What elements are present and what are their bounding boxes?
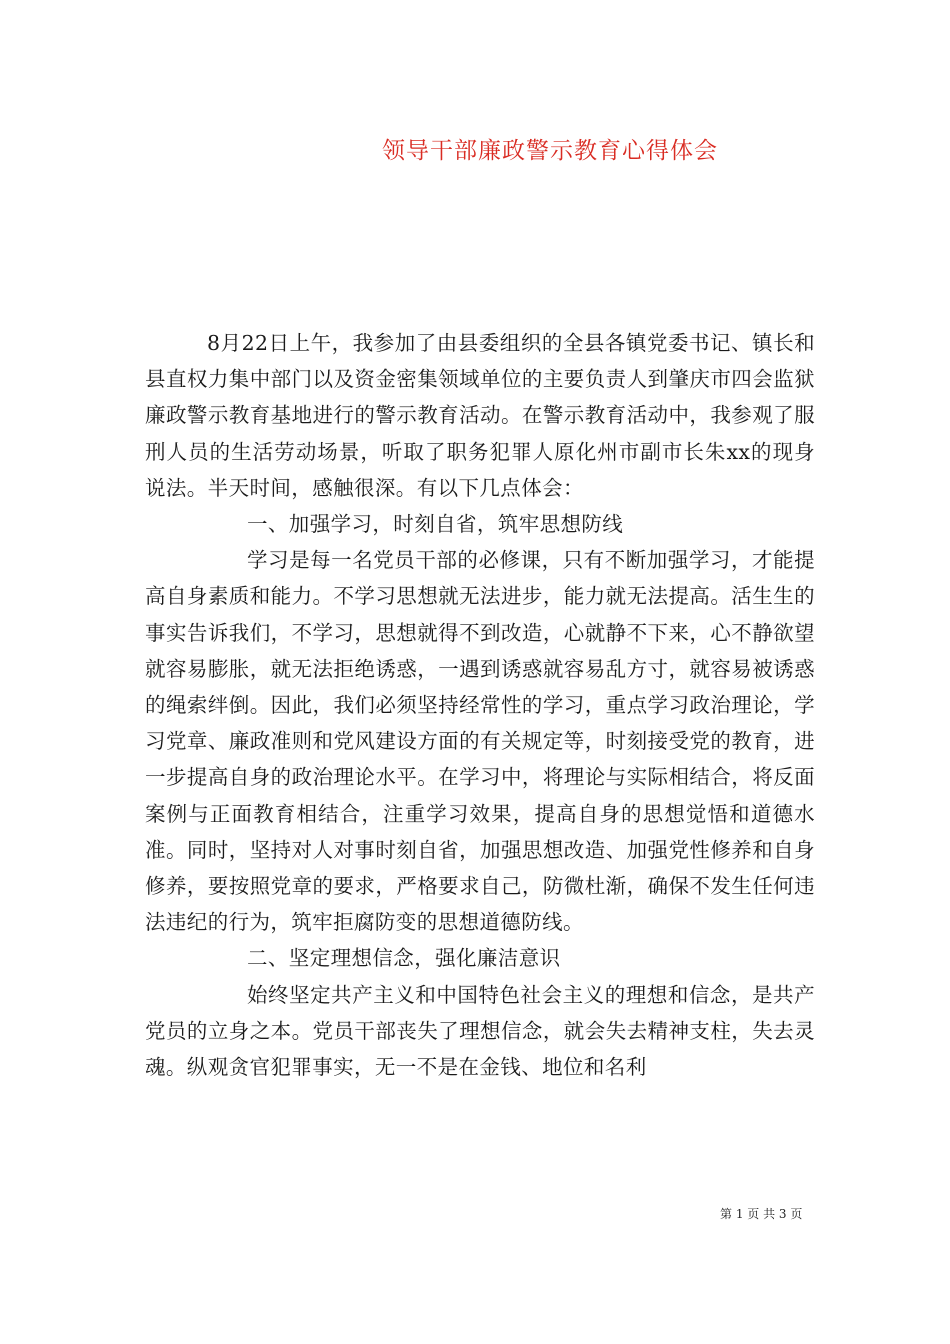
page-footer: 第 1 页 共 3 页	[720, 1207, 803, 1221]
section-2-paragraph: 始终坚定共产主义和中国特色社会主义的理想和信念，是共产党员的立身之本。党员干部丧失了理想信念，就会失去精神支柱，失去灵魂。纵观贪官犯罪事实，无一不是在金钱、地位和名利	[145, 982, 815, 1080]
intro-paragraph: 8月22日上午，我参加了由县委组织的全县各镇党委书记、镇长和县直权力集中部门以及资金密集领域单位的主要负责人到肇庆市四会监狱廉政警示教育基地进行的警示教育活动。在警示教育活动中，我参观了服刑人员的生活劳动场景，听取了职务犯罪人原化州市副市长朱xx的现身说法。半天时间，感触很深。有以下几点体会：	[145, 331, 815, 500]
section-heading-1: 一、加强学习，时刻自省，筑牢思想防线	[247, 512, 624, 537]
section-1-paragraph: 学习是每一名党员干部的必修课，只有不断加强学习，才能提高自身素质和能力。不学习思想就无法进步，能力就无法提高。活生生的事实告诉我们，不学习，思想就得不到改造，心就静不下来，心不静欲望就容易膨胀，就无法拒绝诱惑，一遇到诱惑就容易乱方寸，就容易被诱惑的绳索绊倒。因此，我们必须坚持经常性的学习，重点学习政治理论，学习党章、廉政准则和党风建设方面的有关规定等，时刻接受党的教育，进一步提高自身的政治理论水平。在学习中，将理论与实际相结合，将反面案例与正面教育相结合，注重学习效果，提高自身的思想觉悟和道德水准。同时，坚持对人对事时刻自省，加强思想改造、加强党性修养和自身修养，要按照党章的要求，严格要求自己，防微杜渐，确保不发生任何违法违纪的行为，筑牢拒腐防变的思想道德防线。	[145, 548, 815, 935]
document-title: 领导干部廉政警示教育心得体会	[382, 138, 718, 164]
section-heading-2: 二、坚定理想信念，强化廉洁意识	[247, 946, 561, 971]
document-body	[145, 325, 815, 1085]
